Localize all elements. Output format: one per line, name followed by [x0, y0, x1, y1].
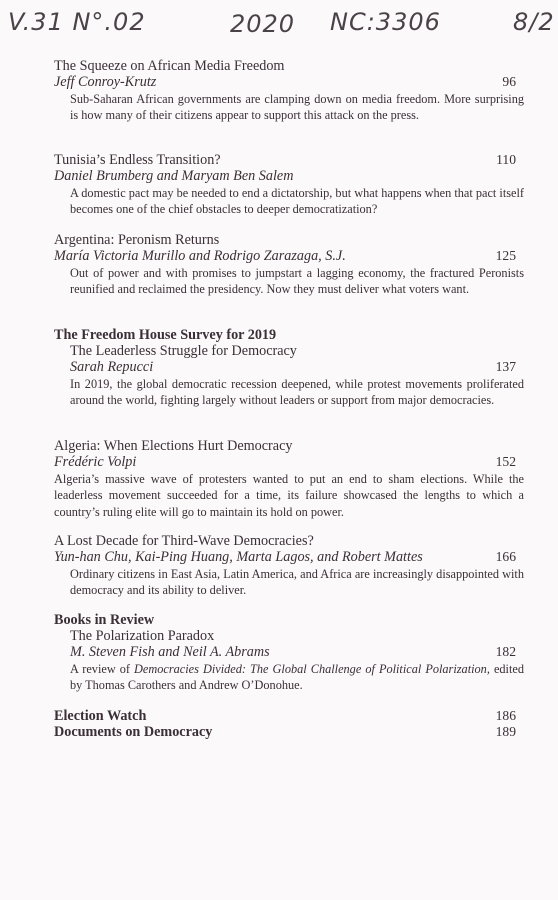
article-description: Sub-Saharan African governments are clamping down on media freedom. More surprising is how many of their citizens appear to support this attack on the press. — [70, 92, 524, 123]
page-number: 110 — [496, 152, 516, 167]
handwritten-mark: 8/2 — [513, 8, 555, 36]
article-title: The Squeeze on African Media Freedom — [54, 58, 285, 74]
toc-entry — [54, 533, 524, 599]
section-heading: Books in Review — [54, 612, 155, 628]
page-number: 96 — [502, 74, 516, 89]
toc-entry — [54, 58, 524, 124]
article-authors: M. Steven Fish and Neil A. Abrams — [70, 644, 270, 660]
handwritten-volume: V.31 N°.02 — [8, 8, 146, 36]
page-number: 152 — [495, 454, 516, 469]
page-number: 189 — [495, 724, 516, 739]
section-heading: Documents on Democracy — [54, 724, 213, 740]
article-title: Tunisia’s Endless Transition? — [54, 152, 221, 168]
page-number: 186 — [495, 708, 516, 723]
article-authors: María Victoria Murillo and Rodrigo Zarazaga, S.J. — [54, 248, 346, 264]
article-authors: Daniel Brumberg and Maryam Ben Salem — [54, 168, 294, 184]
article-title: Argentina: Peronism Returns — [54, 232, 220, 248]
section-heading: The Freedom House Survey for 2019 — [54, 327, 277, 343]
page-number: 125 — [495, 248, 516, 263]
article-description: A review of Democracies Divided: The Global Challenge of Political Polarization, edited by Thomas Carothers and Andrew O’Donohue. — [70, 662, 524, 693]
handwritten-year: 2020 — [230, 10, 296, 38]
article-authors: Sarah Repucci — [70, 359, 154, 375]
article-title: The Leaderless Struggle for Democracy — [70, 343, 297, 359]
page-number: 137 — [495, 359, 516, 374]
handwritten-nc: NC:3306 — [330, 8, 441, 36]
toc-entry — [54, 708, 524, 724]
article-authors: Jeff Conroy-Krutz — [54, 74, 157, 90]
article-description: Ordinary citizens in East Asia, Latin America, and Africa are increasingly disappointed with democracy and its ability to deliver. — [70, 567, 524, 598]
article-description: Out of power and with promises to jumpstart a lagging economy, the fractured Peronists reunified and reclaimed the presidency. Now they must deliver what voters want. — [70, 266, 524, 297]
article-authors: Yun-han Chu, Kai-Ping Huang, Marta Lagos, and Robert Mattes — [54, 549, 423, 565]
toc-entry — [54, 232, 524, 298]
article-authors: Frédéric Volpi — [54, 454, 137, 470]
toc-entry — [54, 612, 524, 694]
article-title: The Polarization Paradox — [70, 628, 215, 644]
page-number: 166 — [495, 549, 516, 564]
toc-entry — [54, 152, 524, 218]
handwritten-note — [8, 6, 553, 40]
toc-entry — [54, 724, 524, 740]
article-title: A Lost Decade for Third-Wave Democracies? — [54, 533, 314, 549]
page-number: 182 — [495, 644, 516, 659]
article-description: Algeria’s massive wave of protesters wanted to put an end to sham elections. While the leaderless movement succeeded for a time, its failure showcased the lengths to which a country’s ruling elite will go to maintain its hold on power. — [54, 472, 524, 519]
toc-entry — [54, 327, 524, 409]
article-description: In 2019, the global democratic recession deepened, while protest movements proliferated around the world, fighting largely without leaders or support from major democracies. — [70, 377, 524, 408]
article-title: Algeria: When Elections Hurt Democracy — [54, 438, 293, 454]
toc-entry — [54, 438, 524, 520]
article-description: A domestic pact may be needed to end a dictatorship, but what happens when that pact itself becomes one of the chief obstacles to deeper democratization? — [70, 186, 524, 217]
section-heading: Election Watch — [54, 708, 147, 724]
